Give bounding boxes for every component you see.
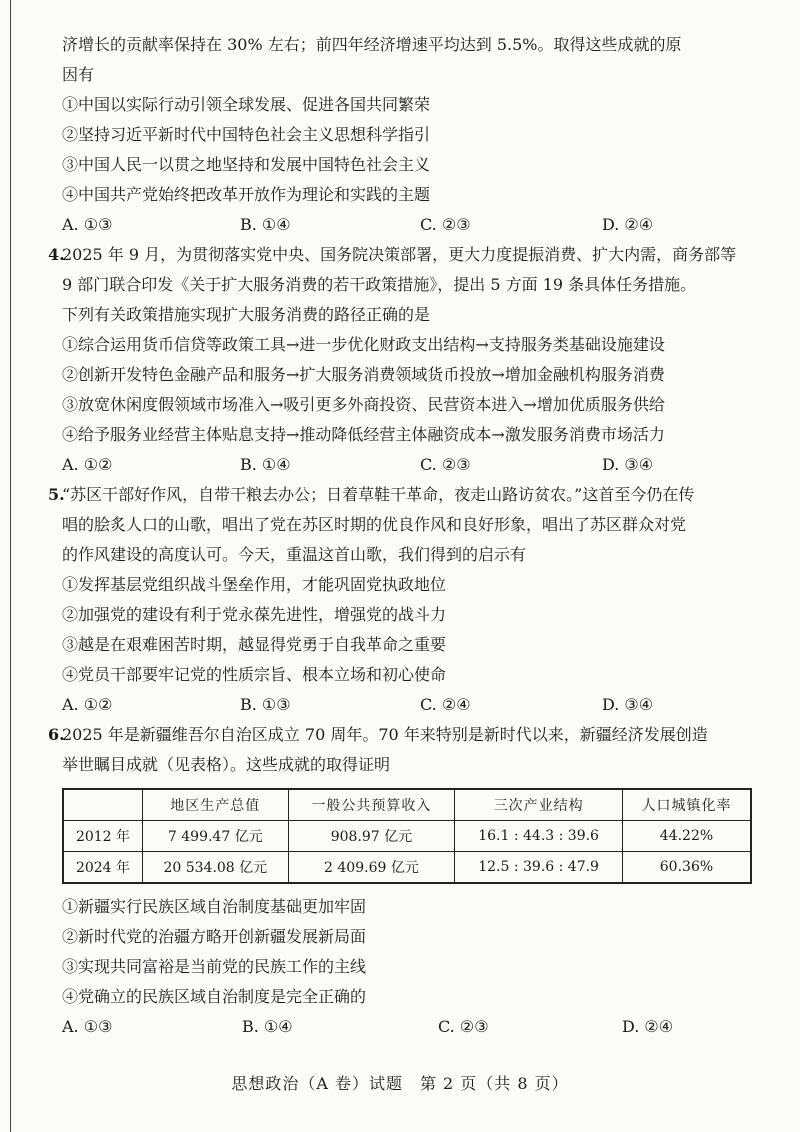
question-stem-line xyxy=(48,480,778,510)
table-cell: 908.97 亿元 xyxy=(288,821,455,852)
question-stem-line: 因有 xyxy=(62,65,95,84)
choice-a[interactable]: A. ①③ xyxy=(62,215,113,234)
choice-c[interactable]: C. ②④ xyxy=(420,695,471,714)
page-footer: 思想政治（A 卷）试题 第 2 页（共 8 页） xyxy=(231,1074,569,1093)
choice-a[interactable]: A. ①② xyxy=(62,455,113,474)
table-cell: 20 534.08 亿元 xyxy=(143,852,289,884)
statement-option: ①新疆实行民族区域自治制度基础更加牢固 xyxy=(62,897,367,916)
question-stem-line: 下列有关政策措施实现扩大服务消费的路径正确的是 xyxy=(62,305,431,324)
table-row xyxy=(63,852,751,884)
statement-option: ②创新开发特色金融产品和服务→扩大服务消费领域货币投放→增加金融机构服务消费 xyxy=(62,365,665,384)
statement-option: ②新时代党的治疆方略开创新疆发展新局面 xyxy=(62,927,367,946)
answer-choices xyxy=(48,690,778,720)
question-stem-text: 2025 年 9 月，为贯彻落实党中央、国务院决策部署，更大力度提振消费、扩大内需，商务部等 xyxy=(62,245,737,264)
choice-d[interactable]: D. ②④ xyxy=(602,215,654,234)
statement-option: ③实现共同富裕是当前党的民族工作的主线 xyxy=(62,957,367,976)
answer-choices xyxy=(48,210,778,240)
question-6 xyxy=(48,720,778,1042)
question-stem-line: 唱的脍炙人口的山歌，唱出了党在苏区时期的优良作风和良好形象，唱出了苏区群众对党 xyxy=(62,515,687,534)
question-5 xyxy=(48,480,778,720)
choice-d[interactable]: D. ③④ xyxy=(602,695,654,714)
question-stem-line: 举世瞩目成就（见表格）。这些成就的取得证明 xyxy=(62,755,391,774)
exam-page xyxy=(48,30,778,1042)
table-header-cell: 人口城镇化率 xyxy=(622,789,751,821)
table-cell: 60.36% xyxy=(622,852,751,884)
statement-option: ①综合运用货币信贷等政策工具→进一步优化财政支出结构→支持服务类基础设施建设 xyxy=(62,335,665,354)
statement-option: ④党确立的民族区域自治制度是完全正确的 xyxy=(62,987,367,1006)
statement-option: ③越是在艰难困苦时期，越显得党勇于自我革命之重要 xyxy=(62,635,447,654)
statement-option: ①发挥基层党组织战斗堡垒作用，才能巩固党执政地位 xyxy=(62,575,447,594)
statement-option: ③放宽休闲度假领域市场准入→吸引更多外商投资、民营资本进入→增加优质服务供给 xyxy=(62,395,665,414)
question-stem-text: “苏区干部好作风，自带干粮去办公；日着草鞋干革命，夜走山路访贫农。”这首至今仍在传 xyxy=(62,485,695,504)
question-stem-line xyxy=(48,240,778,270)
table-header-row xyxy=(63,789,751,821)
binding-margin-line xyxy=(10,0,11,1132)
question-stem-line xyxy=(48,720,778,750)
answer-choices xyxy=(48,1012,778,1042)
choice-b[interactable]: B. ①③ xyxy=(240,695,291,714)
question-3 xyxy=(48,30,778,240)
table-cell: 12.5 : 39.6 : 47.9 xyxy=(455,852,623,884)
table-header-cell: 地区生产总值 xyxy=(143,789,289,821)
choice-c[interactable]: C. ②③ xyxy=(420,215,471,234)
answer-choices xyxy=(48,450,778,480)
statement-option: ④给予服务业经营主体贴息支持→推动降低经营主体融资成本→激发服务消费市场活力 xyxy=(62,425,665,444)
question-number: 5. xyxy=(48,485,65,504)
table-cell: 44.22% xyxy=(622,821,751,852)
question-number: 6. xyxy=(48,725,65,744)
question-4 xyxy=(48,240,778,480)
question-stem-line: 的作风建设的高度认可。今天，重温这首山歌，我们得到的启示有 xyxy=(62,545,527,564)
choice-d[interactable]: D. ②④ xyxy=(622,1017,674,1036)
table-cell-year: 2024 年 xyxy=(63,852,143,884)
choice-d[interactable]: D. ③④ xyxy=(602,455,654,474)
table-cell: 16.1 : 44.3 : 39.6 xyxy=(455,821,623,852)
choice-a[interactable]: A. ①② xyxy=(62,695,113,714)
table-cell: 7 499.47 亿元 xyxy=(143,821,289,852)
statement-option: ④中国共产党始终把改革开放作为理论和实践的主题 xyxy=(62,185,431,204)
question-stem-text: 2025 年是新疆维吾尔自治区成立 70 周年。70 年来特别是新时代以来，新疆经济发展创造 xyxy=(62,725,708,744)
question-number: 4. xyxy=(48,245,65,264)
statement-option: ③中国人民一以贯之地坚持和发展中国特色社会主义 xyxy=(62,155,431,174)
statement-option: ②加强党的建设有利于党永葆先进性，增强党的战斗力 xyxy=(62,605,447,624)
choice-b[interactable]: B. ①④ xyxy=(240,215,291,234)
question-stem-line: 9 部门联合印发《关于扩大服务消费的若干政策措施》，提出 5 方面 19 条具体任务措施。 xyxy=(62,275,697,294)
choice-c[interactable]: C. ②③ xyxy=(438,1017,489,1036)
choice-c[interactable]: C. ②③ xyxy=(420,455,471,474)
choice-b[interactable]: B. ①④ xyxy=(242,1017,293,1036)
table-header-cell: 一般公共预算收入 xyxy=(288,789,455,821)
table-header-cell xyxy=(63,789,143,821)
statement-option: ①中国以实际行动引领全球发展、促进各国共同繁荣 xyxy=(62,95,431,114)
xinjiang-data-table xyxy=(62,788,752,884)
table-row xyxy=(63,821,751,852)
choice-a[interactable]: A. ①③ xyxy=(62,1017,113,1036)
statement-option: ④党员干部要牢记党的性质宗旨、根本立场和初心使命 xyxy=(62,665,447,684)
table-cell-year: 2012 年 xyxy=(63,821,143,852)
choice-b[interactable]: B. ①④ xyxy=(240,455,291,474)
question-stem-line: 济增长的贡献率保持在 30% 左右；前四年经济增速平均达到 5.5%。取得这些成就的原 xyxy=(62,35,682,54)
table-cell: 2 409.69 亿元 xyxy=(288,852,455,884)
statement-option: ②坚持习近平新时代中国特色社会主义思想科学指引 xyxy=(62,125,431,144)
table-header-cell: 三次产业结构 xyxy=(455,789,623,821)
